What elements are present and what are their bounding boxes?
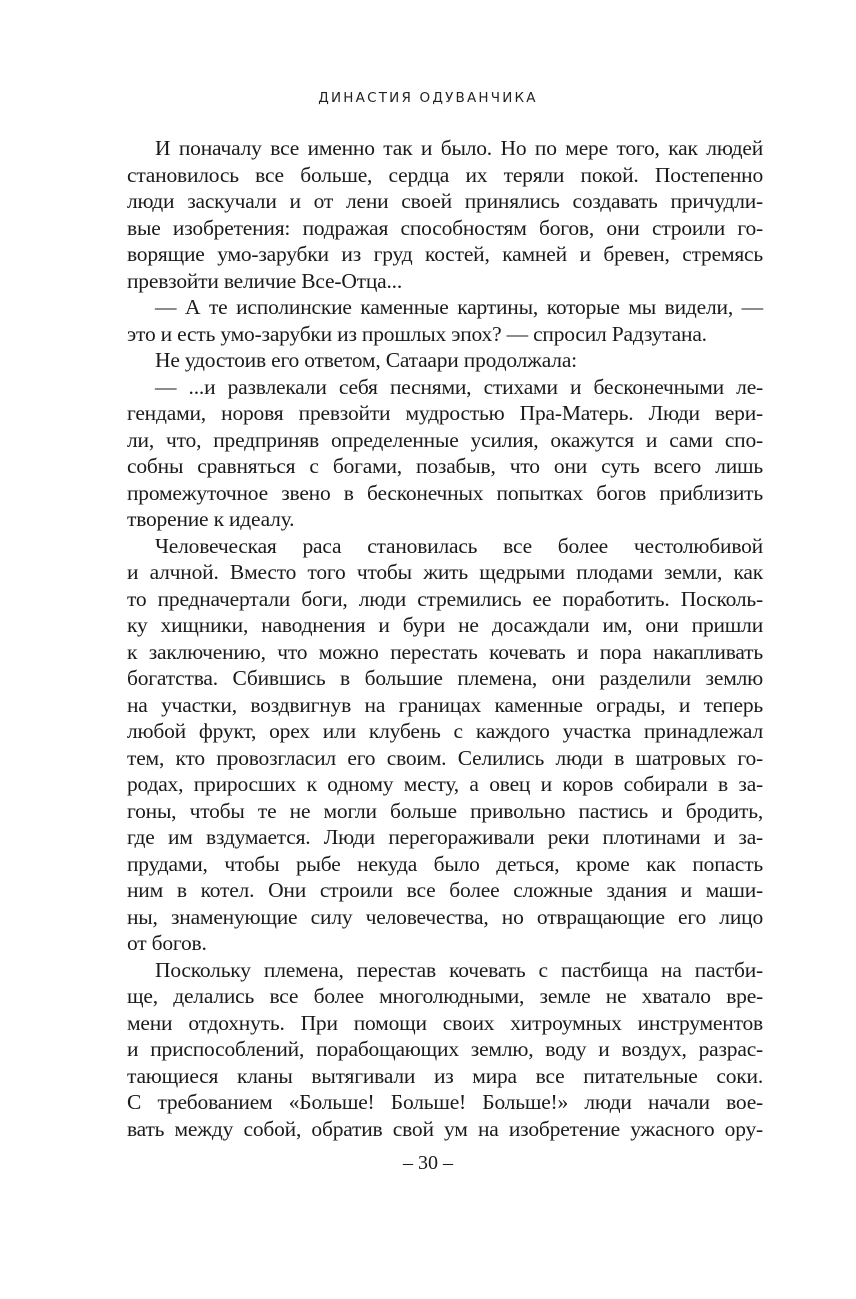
text-line: Поскольку племена, перестав кочевать с пастбища на пастби- — [155, 957, 763, 982]
text-line: промежуточное звено в бесконечных попытках богов приблизить — [127, 480, 763, 505]
text-line: — А те исполинские каменные картины, которые мы видели, — — [155, 295, 763, 319]
text-line: ли, что, предприняв определенные усилия, окажутся и сами спо- — [127, 427, 763, 452]
text-line: превзойти величие Все-Отца... — [127, 268, 403, 293]
text-line: и приспособлений, порабощающих землю, воду и воздух, разрас- — [127, 1037, 763, 1061]
text-line: собны сравняться с богами, позабыв, что они суть всего лишь — [127, 454, 763, 478]
text-line: от богов. — [127, 931, 207, 955]
text-line: тающиеся кланы вытягивали из мира все питательные соки. — [127, 1063, 763, 1088]
text-line: Человеческая раса становилась все более честолюбивой — [155, 533, 763, 558]
text-line: ворящие умо-зарубки из груд костей, камней и бревен, стремясь — [127, 242, 763, 266]
text-line: то предначертали боги, люди стремились ее поработить. Посколь- — [127, 586, 763, 611]
page-body-text — [127, 135, 763, 1142]
text-line: ку хищники, наводнения и бури не досаждали им, они пришли — [127, 613, 763, 637]
text-line: ним в котел. Они строили все более сложные здания и маши- — [127, 878, 763, 902]
text-line: родах, приросших к одному месту, а овец и коров собирали в за- — [127, 772, 763, 796]
text-line: — ...и развлекали себя песнями, стихами и бесконечными ле- — [155, 374, 763, 399]
text-line: С требованием «Больше! Больше! Больше!» люди начали вое- — [127, 1090, 763, 1114]
text-line: любой фрукт, орех или клубень с каждого участка принадлежал — [127, 719, 763, 743]
text-line: на участки, воздвигнув на границах каменные ограды, и теперь — [127, 692, 763, 717]
running-header: ДИНАСТИЯ ОДУВАНЧИКА — [318, 90, 538, 106]
text-line: вые изобретения: подражая способностям богов, они строили го- — [127, 215, 763, 240]
text-line: творение к идеалу. — [127, 507, 295, 531]
text-line: прудами, чтобы рыбе некуда было деться, кроме как попасть — [127, 851, 763, 876]
text-line: мени отдохнуть. При помощи своих хитроумных инструментов — [127, 1010, 763, 1035]
text-line: гоны, чтобы те не могли больше привольно пастись и бродить, — [127, 798, 763, 823]
text-line: люди заскучали и от лени своей принялись создавать причудли- — [127, 189, 763, 213]
text-line: это и есть умо-зарубки из прошлых эпох? — спросил Радзутана. — [127, 321, 707, 346]
page-number: – 30 – — [403, 1152, 453, 1174]
text-line: ны, знаменующие силу человечества, но отвращающие его лицо — [127, 904, 763, 929]
text-line: вать между собой, обратив свой ум на изобретение ужасного ору- — [127, 1116, 763, 1141]
text-line: где им вздумается. Люди перегораживали реки плотинами и за- — [127, 825, 763, 849]
text-line: Не удостоив его ответом, Сатаари продолжала: — [155, 348, 577, 372]
text-line: тем, кто провозгласил его своим. Селились люди в шатровых го- — [127, 745, 763, 770]
text-line: к заключению, что можно перестать кочевать и пора накапливать — [127, 639, 763, 664]
text-line: становилось все больше, сердца их теряли покой. Постепенно — [127, 162, 763, 187]
text-line: богатства. Сбившись в большие племена, они разделили землю — [127, 666, 763, 690]
text-line: гендами, норовя превзойти мудростью Пра-Матерь. Люди вери- — [127, 401, 763, 425]
text-line: и алчной. Вместо того чтобы жить щедрыми плодами земли, как — [127, 560, 763, 584]
text-line: И поначалу все именно так и было. Но по мере того, как людей — [155, 136, 763, 160]
text-line: ще, делались все более многолюдными, земле не хватало вре- — [127, 984, 763, 1008]
